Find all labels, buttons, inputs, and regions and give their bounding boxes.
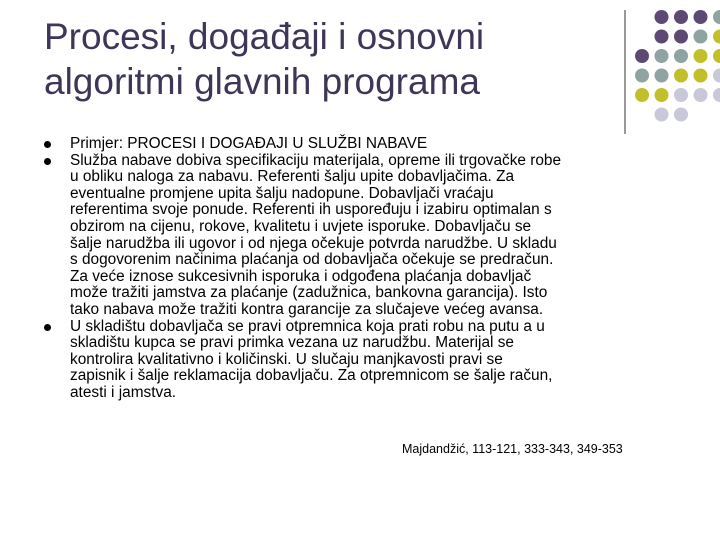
decorative-dot xyxy=(694,30,708,44)
bullet-dot-icon xyxy=(44,324,51,331)
bullet-line: tako nabava može tražiti kontra garancije za slučajeve većeg avansa. xyxy=(70,300,544,318)
decorative-dot xyxy=(655,10,669,24)
slide-title-line-2: algoritmi glavnih programa xyxy=(44,61,480,102)
decorative-dot xyxy=(713,30,720,44)
decorative-dot xyxy=(674,30,688,44)
bullet-line: U skladištu dobavljača se pravi otpremnica koja prati robu na putu a u xyxy=(70,317,545,335)
bullet-line: referentima svoje ponude. Referenti ih uspoređuju i izabiru optimalan s xyxy=(70,201,552,219)
bullet-line: kontrolira kvalitativno i količinski. U slučaju manjkavosti pravi se xyxy=(70,350,503,368)
bullet-line: s dogovorenim načinima plaćanja od dobavljača očekuje se predračun. xyxy=(70,251,554,269)
decorative-dot xyxy=(694,49,708,63)
decorative-dot xyxy=(694,69,708,83)
decorative-dot xyxy=(635,69,649,83)
slide-title xyxy=(44,14,584,104)
bullet-text-1 xyxy=(70,136,672,153)
bullet-line: Za veće iznose sukcesivnih isporuka i odgođena plaćanja dobavljač xyxy=(70,267,532,285)
decorative-dot xyxy=(694,10,708,24)
bullet-item-1 xyxy=(44,136,672,153)
bullet-dot-icon xyxy=(44,158,51,165)
decorative-dot xyxy=(694,88,708,102)
bullet-line: može tražiti jamstva za plaćanje (zadužnica, bankovna garancija). Isto xyxy=(70,284,548,302)
decorative-dot xyxy=(655,49,669,63)
bullet-line: skladištu kupca se pravi primka vezana uz narudžbu. Materijal se xyxy=(70,334,514,352)
bullet-line: Služba nabave dobiva specifikaciju materijala, opreme ili trgovačke robe xyxy=(70,151,562,169)
bullet-item-2 xyxy=(44,153,672,319)
decorative-dot xyxy=(635,49,649,63)
decorative-dot xyxy=(655,108,669,122)
decorative-dot xyxy=(674,10,688,24)
bullet-list xyxy=(44,136,672,402)
decorative-dot xyxy=(713,49,720,63)
bullet-text-3 xyxy=(70,319,672,402)
decorative-dot xyxy=(655,30,669,44)
bullet-line: zapisnik i šalje reklamacija dobavljaču. Za otpremnicom se šalje račun, xyxy=(70,367,553,385)
decorative-dot xyxy=(713,88,720,102)
decorative-dot xyxy=(674,69,688,83)
decorative-dot xyxy=(713,10,720,24)
decorative-dot xyxy=(674,49,688,63)
decorative-dot xyxy=(674,108,688,122)
bullet-line: šalje narudžba ili ugovor i od njega očekuje potvrda narudžbe. U skladu xyxy=(70,234,557,252)
bullet-dot-icon xyxy=(44,141,51,148)
bullet-line: Primjer: PROCESI I DOGAĐAJI U SLUŽBI NABAVE xyxy=(70,135,428,152)
decorative-dot-grid xyxy=(634,8,720,132)
decorative-dot xyxy=(674,88,688,102)
bullet-line: eventualne promjene upita šalju nadopune. Dobavljači vraćaju xyxy=(70,184,494,202)
slide-title-line-1: Procesi, događaji i osnovni xyxy=(44,16,485,57)
bullet-line: obzirom na cijenu, rokove, kvalitetu i uvjete isporuke. Dobavljaču se xyxy=(70,217,532,235)
bullet-line: u obliku naloga za nabavu. Referenti šalju upite dobavljačima. Za xyxy=(70,168,515,186)
bullet-text-2 xyxy=(70,153,672,319)
bullet-line: atesti i jamstva. xyxy=(70,383,177,401)
bullet-item-3 xyxy=(44,319,672,402)
decorative-dot xyxy=(655,88,669,102)
source-citation: Majdandžić, 113-121, 333-343, 349-353 xyxy=(402,442,623,456)
decorative-dot xyxy=(655,69,669,83)
decorative-dot xyxy=(713,69,720,83)
title-divider xyxy=(624,10,626,134)
decorative-dot xyxy=(635,88,649,102)
